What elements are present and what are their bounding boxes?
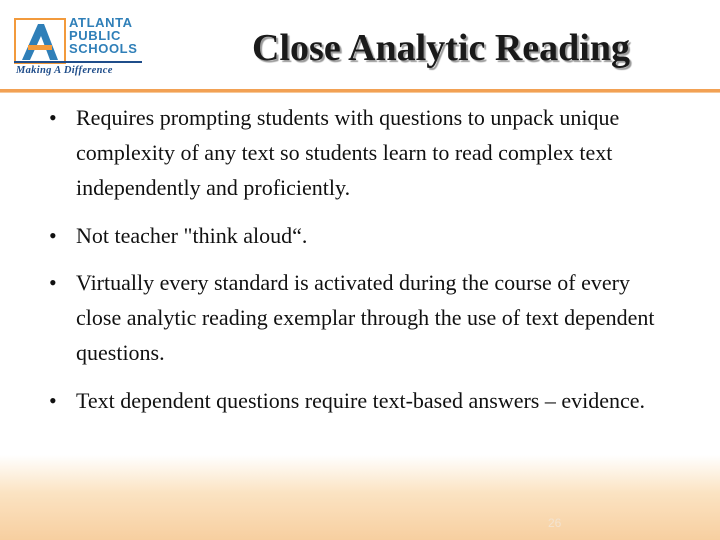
bullet-dot-icon: •: [49, 105, 57, 130]
bullet-item: [40, 383, 680, 418]
logo-tagline: Making A Difference: [16, 65, 113, 76]
title-underline-light: [0, 92, 720, 93]
footer-gradient-band: [0, 455, 720, 540]
bullet-text: Not teacher "think aloud“.: [76, 223, 308, 248]
bullet-item: [40, 265, 680, 370]
logo-name: [69, 16, 153, 55]
bullet-text: Requires prompting students with questions to unpack unique complexity of any text so students learn to read complex text independently and proficiently.: [76, 105, 620, 200]
page-number: 26: [548, 516, 562, 530]
bullet-item: [40, 218, 680, 253]
logo-name-line-1: ATLANTA: [69, 15, 133, 30]
logo-name-line-3: SCHOOLS: [69, 41, 138, 56]
slide-title: Close Analytic Reading: [252, 27, 630, 69]
bullet-dot-icon: •: [49, 388, 57, 413]
bullet-list: [40, 100, 680, 431]
atlanta-public-schools-logo: [14, 14, 150, 80]
logo-a-mark-icon: [14, 18, 66, 64]
bullet-dot-icon: •: [49, 223, 57, 248]
bullet-dot-icon: •: [49, 270, 57, 295]
bullet-text: Virtually every standard is activated during the course of every close analytic reading exemplar through the use of text dependent questions.: [76, 270, 655, 365]
bullet-text: Text dependent questions require text-based answers – evidence.: [76, 388, 646, 413]
logo-divider: [14, 61, 142, 63]
logo-name-line-2: PUBLIC: [69, 28, 121, 43]
bullet-item: [40, 100, 680, 205]
